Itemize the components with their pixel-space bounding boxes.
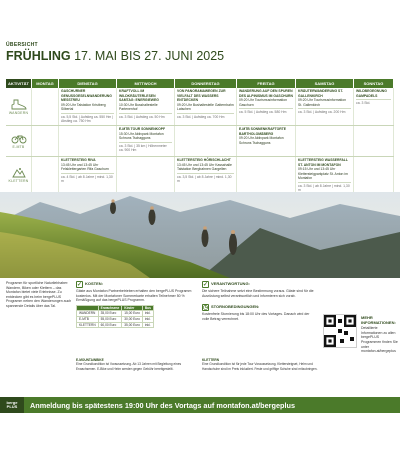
price-cell: inkl. xyxy=(142,322,153,328)
price-cell: E-MTB xyxy=(77,316,99,322)
col-thursday: DONNERSTAG xyxy=(175,79,237,88)
date-range: 17. MAI BIS 27. JUNI 2025 xyxy=(74,49,225,63)
event-meta: ca. 3 Std. | 35 km | Höhenmeter ca. 900 Hm xyxy=(119,142,172,153)
check-icon: ✓ xyxy=(202,281,209,288)
event-title: VON PANORAMAWEGEN ZUR VIELFALT DES WASSERS ENTDECKEN xyxy=(177,89,226,102)
event-title: KLETTERSTEIG HÖRISCHLACHT xyxy=(177,158,231,162)
col-activity: AKTIVITÄT xyxy=(6,79,32,88)
responsibility-heading xyxy=(202,281,314,288)
event-title: WANDERUNG AUF DEN SPUREN DES ALPINISMUS IM GASCHURN xyxy=(239,89,293,98)
activity-cell xyxy=(6,88,32,125)
event-time: 09:20 Uhr Aktivpark Montafon Schruns Tschagguns xyxy=(239,136,284,145)
cancellation-heading xyxy=(202,304,314,311)
event-title: KRAFTVOLL IM WILDKRÄUTERLESEN SAMTAG: ENERGIEWEG xyxy=(119,89,159,102)
schedule-table xyxy=(6,79,394,193)
price-cell: inkl. xyxy=(142,311,153,317)
event-time: 13:45 Uhr und 13:45 Uhr Kassahalle Talstation Bergbahnen Gargellen xyxy=(177,162,232,171)
col-friday: FREITAG xyxy=(237,79,296,88)
event-cell xyxy=(175,126,237,156)
price-cell: WANDERN xyxy=(77,311,99,317)
event-cell[interactable] xyxy=(296,157,354,192)
more-info-block xyxy=(361,316,398,354)
event-cell[interactable] xyxy=(117,126,175,156)
registration-notice[interactable]: Anmeldung bis spätestens 19:00 Uhr des Vortags auf montafon.at/bergeplus xyxy=(30,400,296,410)
event-cell xyxy=(354,157,394,192)
price-cell: 35,00 Euro xyxy=(98,311,122,317)
hiking-boot-icon xyxy=(11,99,27,110)
event-time: 09:20 Uhr Talstation Kristberg Silbertal xyxy=(61,102,106,111)
logo-line1: berge xyxy=(6,399,18,405)
event-meta: ca. 3 Std. xyxy=(356,99,391,106)
event-title: KLETTERSTEIG RIVA xyxy=(61,158,96,162)
event-cell[interactable] xyxy=(296,88,354,125)
price-cell: KLETTERN xyxy=(77,322,99,328)
kicker: ÜBERSICHT xyxy=(6,42,38,48)
event-cell xyxy=(32,157,59,192)
notes-climbing xyxy=(202,358,322,371)
price-row xyxy=(77,322,154,328)
price-cell: inkl. xyxy=(142,316,153,322)
event-title: KLETTERSTEIG WASSERFALL ST. ANTON IM MONTAFON xyxy=(298,158,348,167)
responsibility-block xyxy=(202,281,314,321)
activity-cell xyxy=(6,157,32,192)
event-cell xyxy=(117,157,175,192)
event-cell[interactable] xyxy=(175,157,237,192)
check-icon: ✓ xyxy=(76,281,83,288)
costs-title: KOSTEN: xyxy=(85,281,103,287)
costs-text: Gäste aus Montafon Partnerbetrieben erhalten den bergePLUS Programm kostenlos. Mit der Montafoner Sommerkarte erhalten Teilnehmer 50 % Ermäßigung auf das bergePLUS Programm. xyxy=(76,289,192,303)
climbing-icon xyxy=(11,167,27,178)
notes-climbing-title: KLETTERN xyxy=(202,358,219,362)
activity-label: KLETTERN xyxy=(8,178,29,183)
event-cell[interactable] xyxy=(175,88,237,125)
event-time: 10:30 Uhr Busshaltestelle Partenenhof xyxy=(119,102,158,111)
event-meta: ca. 5,5 Std. | Aufstieg ca. 550 Hm | Abstieg ca. 750 Hm xyxy=(61,114,114,123)
event-cell xyxy=(59,126,117,156)
price-cell: 55,00 Euro xyxy=(98,316,122,322)
event-meta: ca. 3 Std. | ab 8 Jahre | mind. 1,30 m xyxy=(298,183,350,192)
event-cell[interactable] xyxy=(237,88,296,125)
col-monday: MONTAG xyxy=(32,79,59,88)
table-row xyxy=(6,157,394,193)
cancel-title: STORNOBEDINGUNGEN: xyxy=(211,304,260,310)
more-info-title: MEHR INFORMATIONEN: xyxy=(361,315,396,325)
logo-line2: PLUS xyxy=(6,404,18,409)
qr-code-icon xyxy=(324,315,356,347)
notes-emtb xyxy=(76,358,196,371)
event-meta: ca. 3 Std. | Aufstieg ca. 200 Hm xyxy=(298,108,351,115)
intro-text: Programm für sportliche Naturliebhaber: Wandern, Biken oder Klettern – das Montafon bietet viele Erlebnisse. Zu entdecken gibt es beim bergePLUS Programm neben den Wanderungen auch spannende Details über das Tal. xyxy=(6,281,72,308)
costs-block xyxy=(76,281,196,328)
event-cell xyxy=(32,88,59,125)
event-cell[interactable] xyxy=(117,88,175,125)
event-time: 15:30 Uhr Aktivpark Montafon Schruns Tschagguns xyxy=(119,131,164,140)
event-time: 09:20 Uhr Tourismusinformation Gaschurn xyxy=(239,98,287,107)
col-saturday: SAMSTAG xyxy=(296,79,354,88)
event-cell xyxy=(296,126,354,156)
price-table xyxy=(76,305,154,328)
event-time: 09:20 Uhr Bushaltestelle Gatternbahn Latschen xyxy=(177,102,234,111)
event-cell xyxy=(237,157,296,192)
price-cell: 30,00 Euro xyxy=(122,316,143,322)
bergeplus-logo xyxy=(0,397,24,413)
notes-emtb-text: Eine Grundkondition ist Voraussetzung. Ab 13 Jahren mit Begleitung eines Erwachsenen. E-Bike und Helm werden gegen Gebühr bereitgestellt. xyxy=(76,362,182,371)
event-meta: ca. 3 Std. | Aufstieg ca. 50 Hm xyxy=(119,113,172,120)
price-cell: 60,00 Euro xyxy=(98,322,122,328)
event-title: GASCHURNER GENUSSGESELNWANDERUNG MESSTREU xyxy=(61,89,112,102)
more-info-text: Detaillierte Informationen zu allen bergePLUS Programmen finden Sie unter montafon.at/bergeplus xyxy=(361,326,398,354)
notes-emtb-title: E-MOUNTAINBIKE xyxy=(76,358,104,362)
event-time: 13:45 Uhr und 13:45 Uhr Felsklettergarten Rifa Gaschurn xyxy=(61,162,109,171)
activity-cell xyxy=(6,126,32,156)
header xyxy=(6,42,394,63)
event-cell[interactable] xyxy=(59,157,117,192)
price-cell: 15,00 Euro xyxy=(122,311,143,317)
event-title: KRÄUTERWANDERUNG ST. GALLENKIRCH xyxy=(298,89,343,98)
resp-title: VERANTWORTUNG: xyxy=(211,281,250,287)
activity-label: E-MTB xyxy=(12,145,25,149)
event-meta: ca. 4 Std. | ab 8 Jahre | mind. 1,30 m xyxy=(61,174,113,183)
event-meta: ca. 3,5 Std. | ab 8 Jahre | mind. 1,30 m xyxy=(177,173,234,184)
info-section xyxy=(0,278,400,396)
price-head: Erwachsene xyxy=(98,305,122,311)
e-bike-icon xyxy=(11,133,27,144)
event-cell xyxy=(32,126,59,156)
clock-icon: ◷ xyxy=(202,304,209,311)
responsibility-text: Die sichere Teilnahme setzt eine Bestimmung voraus. Gäste sind für die Ausrüstung selbst verantwortlich und informieren sich vorab. xyxy=(202,289,314,298)
price-head: Kinder xyxy=(122,305,143,311)
event-meta: ca. 5 Std. | Aufstieg ca. 580 Hm xyxy=(239,108,293,115)
col-tuesday: DIENSTAG xyxy=(59,79,117,88)
table-row xyxy=(6,126,394,157)
col-wednesday: MITTWOCH xyxy=(117,79,175,88)
price-head: Bus xyxy=(142,305,153,311)
costs-heading xyxy=(76,281,196,288)
activity-label: WANDERN xyxy=(8,110,29,115)
col-sunday: SONNTAG xyxy=(354,79,394,88)
qr-code[interactable] xyxy=(323,314,357,348)
event-cell[interactable] xyxy=(354,88,394,125)
season-title: FRÜHLING xyxy=(6,49,71,63)
landscape-image xyxy=(0,192,400,278)
event-meta: ca. 3 Std. | Aufstieg ca. 700 Hm xyxy=(177,113,234,120)
event-cell[interactable] xyxy=(59,88,117,125)
notes-climbing-text: Eine Grundkondition ist für jede Tour Voraussetzung. Klettersteigset, Helm und Handschuhe sind im Preis inkludiert. Feste und griffige Schuhe sind mitzubringen. xyxy=(202,362,318,371)
event-cell xyxy=(354,126,394,156)
event-cell[interactable] xyxy=(237,126,296,156)
footer-bar xyxy=(0,397,400,413)
cancellation-text: Kostenfreie Stornierung bis 18:00 Uhr des Vortages. Danach wird der volle Betrag verrechnet. xyxy=(202,312,310,321)
table-header xyxy=(6,79,394,88)
table-row xyxy=(6,88,394,126)
event-title: E-MTB SONNENKRAFTORTE BARTHOLOMÄBERG xyxy=(239,127,287,136)
price-cell: 35,00 Euro xyxy=(122,322,143,328)
page-title xyxy=(6,49,394,63)
event-time: 09:15 Uhr und 13:45 Uhr Klettersteigparkplatz St. Anton im Montafon xyxy=(298,167,348,180)
event-time: 09:20 Uhr Tourismusinformation St. Gallenkirch xyxy=(298,98,346,107)
event-title: WILDBEGEGNUNG GAMPADELS xyxy=(356,89,387,98)
hero-photo xyxy=(0,192,400,278)
event-title: E-MTB TOUR SONNENKOPF xyxy=(119,127,166,131)
